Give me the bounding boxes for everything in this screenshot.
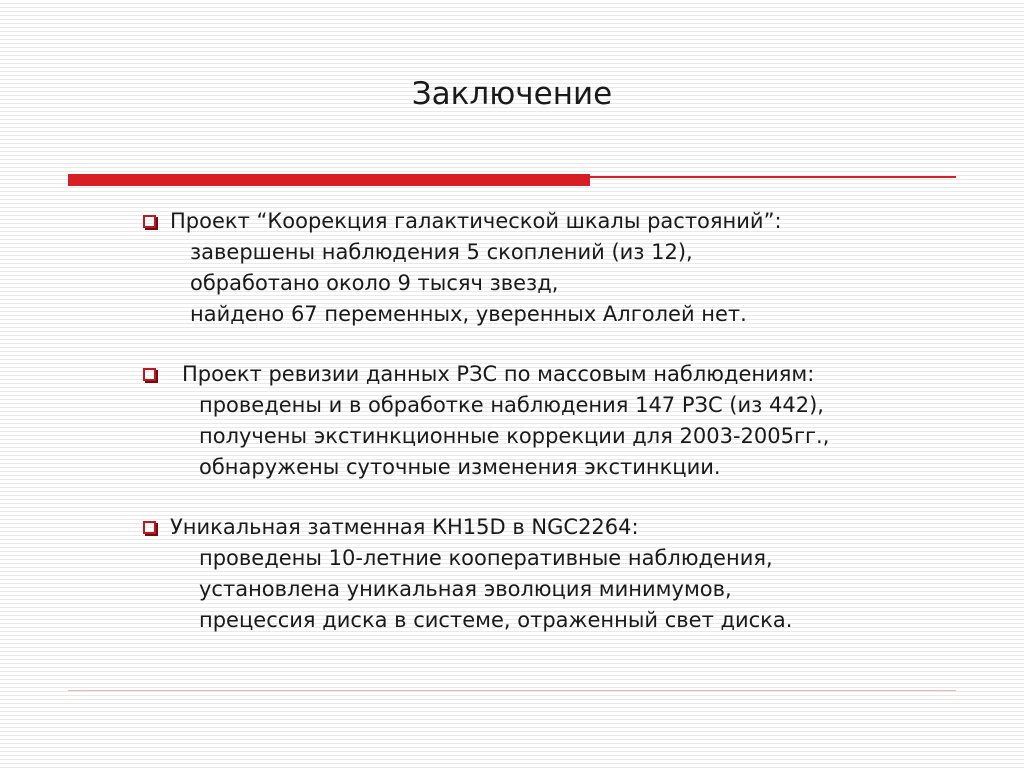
- bullet-item: [143, 359, 829, 483]
- bullet-heading-row: [143, 206, 782, 237]
- bullet-detail-line: обработано около 9 тысяч звезд,: [190, 271, 559, 295]
- bullet-detail-line: завершены наблюдения 5 скоплений (из 12),: [190, 240, 693, 264]
- title-underline-bar: [68, 174, 590, 186]
- title-underline-line: [590, 176, 956, 178]
- bullet-detail-line: проведены 10-летние кооперативные наблюдения,: [199, 546, 773, 570]
- square-bullet-icon: [143, 215, 156, 228]
- bullet-heading-row: [143, 512, 792, 543]
- bullet-heading-row: [143, 359, 829, 390]
- bullet-heading: Уникальная затменная КН15D в NGC2264:: [170, 515, 639, 539]
- bullet-detail-line: прецессия диска в системе, отраженный свет диска.: [199, 608, 793, 632]
- bullet-detail-line: обнаружены суточные изменения экстинкции.: [199, 455, 721, 479]
- slide-title: Заключение: [411, 76, 613, 112]
- bullet-item: [143, 206, 782, 330]
- square-bullet-icon: [143, 521, 156, 534]
- footer-divider: [68, 690, 956, 691]
- bullet-item: [143, 512, 792, 636]
- bullet-detail-line: получены экстинкционные коррекции для 2003-2005гг.,: [199, 424, 830, 448]
- bullet-heading: Проект ревизии данных РЗС по массовым наблюдениям:: [182, 362, 815, 386]
- square-bullet-icon: [143, 368, 156, 381]
- bullet-detail-line: проведены и в обработке наблюдения 147 РЗС (из 442),: [199, 393, 824, 417]
- bullet-heading: Проект “Коорекция галактической шкалы растояний”:: [170, 209, 782, 233]
- bullet-detail-line: установлена уникальная эволюция минимумов,: [199, 577, 732, 601]
- bullet-detail-line: найдено 67 переменных, уверенных Алголей нет.: [190, 302, 747, 326]
